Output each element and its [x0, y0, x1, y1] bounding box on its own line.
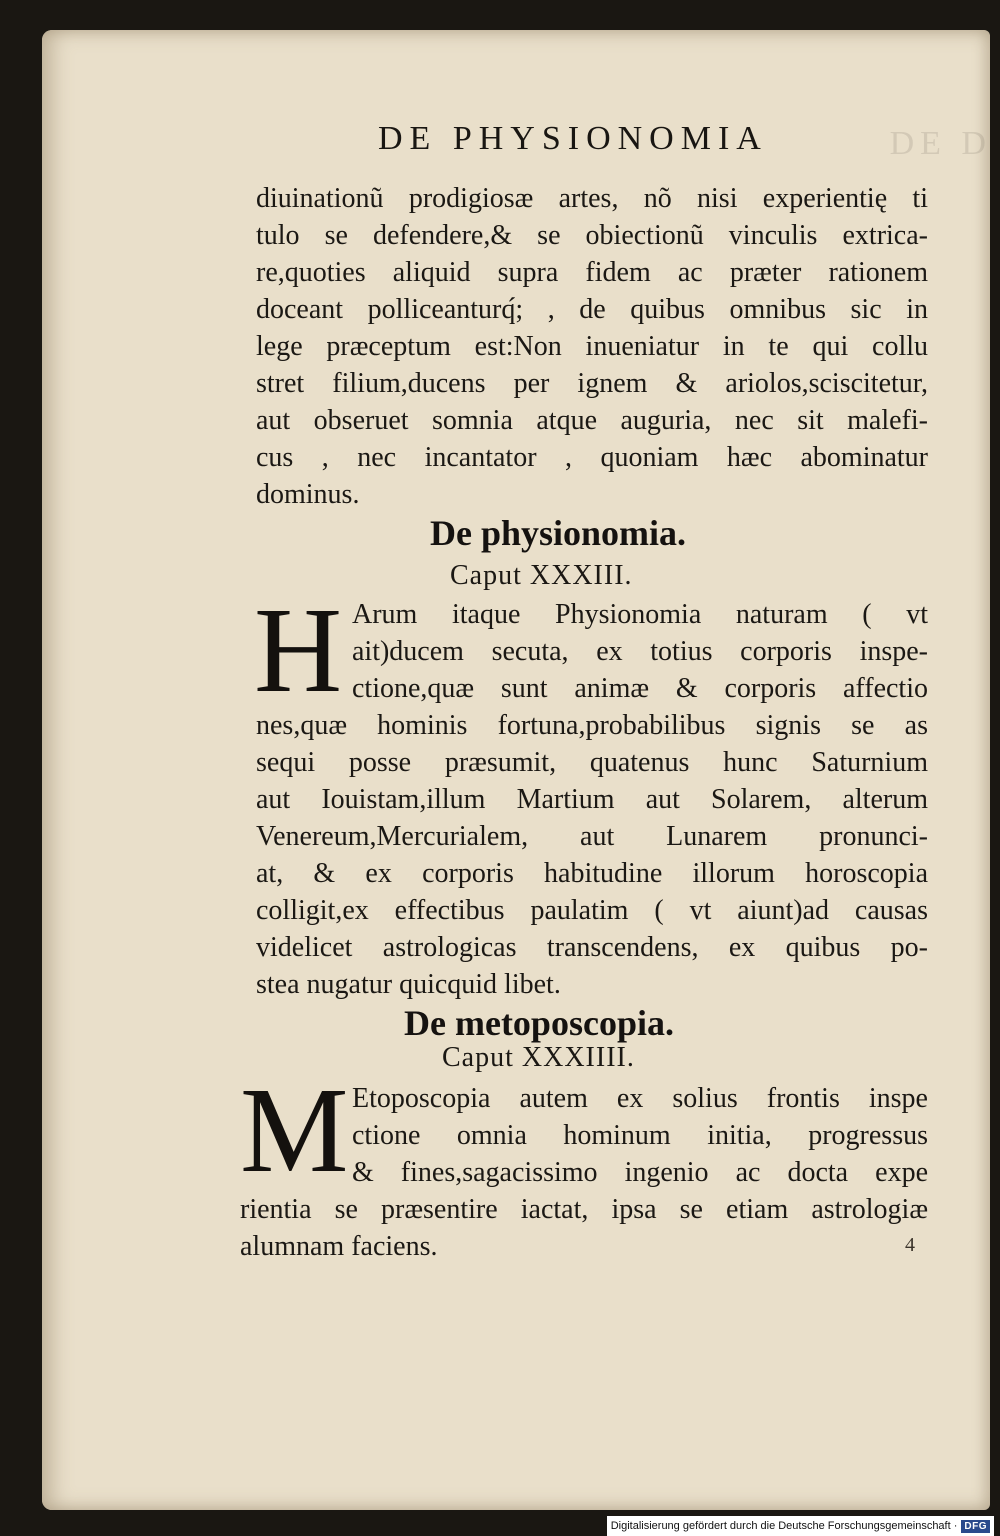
text-line: Etoposcopia autem ex solius frontis inspe	[352, 1083, 928, 1114]
text-line: Venereum,Mercurialem, aut Lunarem pronunci-	[256, 821, 928, 852]
text-line: doceant polliceanturq́; , de quibus omnibus sic in	[256, 294, 928, 325]
text-line: re,quoties aliquid supra fidem ac præter rationem	[256, 257, 928, 288]
text-line: dominus.	[256, 479, 360, 510]
text-line: Arum itaque Physionomia naturam ( vt	[352, 599, 928, 630]
bleed-through-text: DE D	[889, 125, 992, 162]
section-2-indented-lines	[352, 1080, 928, 1191]
text-line: ait)ducem secuta, ex totius corporis inspe-	[352, 636, 928, 667]
text-line: colligit,ex effectibus paulatim ( vt aiunt)ad causas	[256, 895, 928, 926]
text-line: at, & ex corporis habitudine illorum horoscopia	[256, 858, 928, 889]
text-line: lege præceptum est:Non inueniatur in te qui collu	[256, 331, 928, 362]
text-line: cus , nec incantator , quoniam hæc abominatur	[256, 442, 928, 473]
digitization-footer	[607, 1516, 994, 1536]
text-line: tulo se defendere,& se obiectionũ vinculis extrica-	[256, 220, 928, 251]
dfg-logo: DFG	[961, 1520, 990, 1533]
footer-text: Digitalisierung gefördert durch die Deutsche Forschungsgemeinschaft ·	[610, 1520, 958, 1532]
text-line: aut Iouistam,illum Martium aut Solarem, alterum	[256, 784, 928, 815]
text-line: stea nugatur quicquid libet.	[256, 969, 561, 1000]
drop-cap-h: H	[254, 583, 343, 718]
running-header: DE PHYSIONOMIA	[378, 120, 768, 157]
text-line: alumnam faciens.	[240, 1231, 438, 1262]
text-line: ctione omnia hominum initia, progressus	[352, 1120, 928, 1151]
text-line: aut obseruet somnia atque auguria, nec sit malefi-	[256, 405, 928, 436]
section-heading-metoposcopia: De metoposcopia.	[404, 1003, 674, 1043]
chapter-label-xxxiii: Caput XXXIII.	[450, 560, 633, 591]
chapter-label-xxxiiii: Caput XXXIIII.	[442, 1042, 635, 1073]
text-line: rientia se præsentire iactat, ipsa se etiam astrologiæ	[240, 1194, 928, 1225]
signature-mark: 4	[905, 1234, 915, 1256]
paragraph-1	[256, 180, 928, 513]
text-line: diuinationũ prodigiosæ artes, nõ nisi experientię ti	[256, 183, 928, 214]
text-line: nes,quæ hominis fortuna,probabilibus signis se as	[256, 710, 928, 741]
text-line: ctione,quæ sunt animæ & corporis affectio	[352, 673, 928, 704]
section-heading-physionomia: De physionomia.	[430, 513, 687, 553]
drop-cap-m: M	[240, 1063, 349, 1198]
text-line: sequi posse præsumit, quatenus hunc Saturnium	[256, 747, 928, 778]
section-1-body	[256, 707, 928, 1003]
text-line: & fines,sagacissimo ingenio ac docta expe	[352, 1157, 928, 1188]
text-line: stret filium,ducens per ignem & ariolos,sciscitetur,	[256, 368, 928, 399]
section-2-body	[240, 1191, 928, 1265]
text-line: videlicet astrologicas transcendens, ex quibus po-	[256, 932, 928, 963]
section-1-indented-lines	[352, 596, 928, 707]
